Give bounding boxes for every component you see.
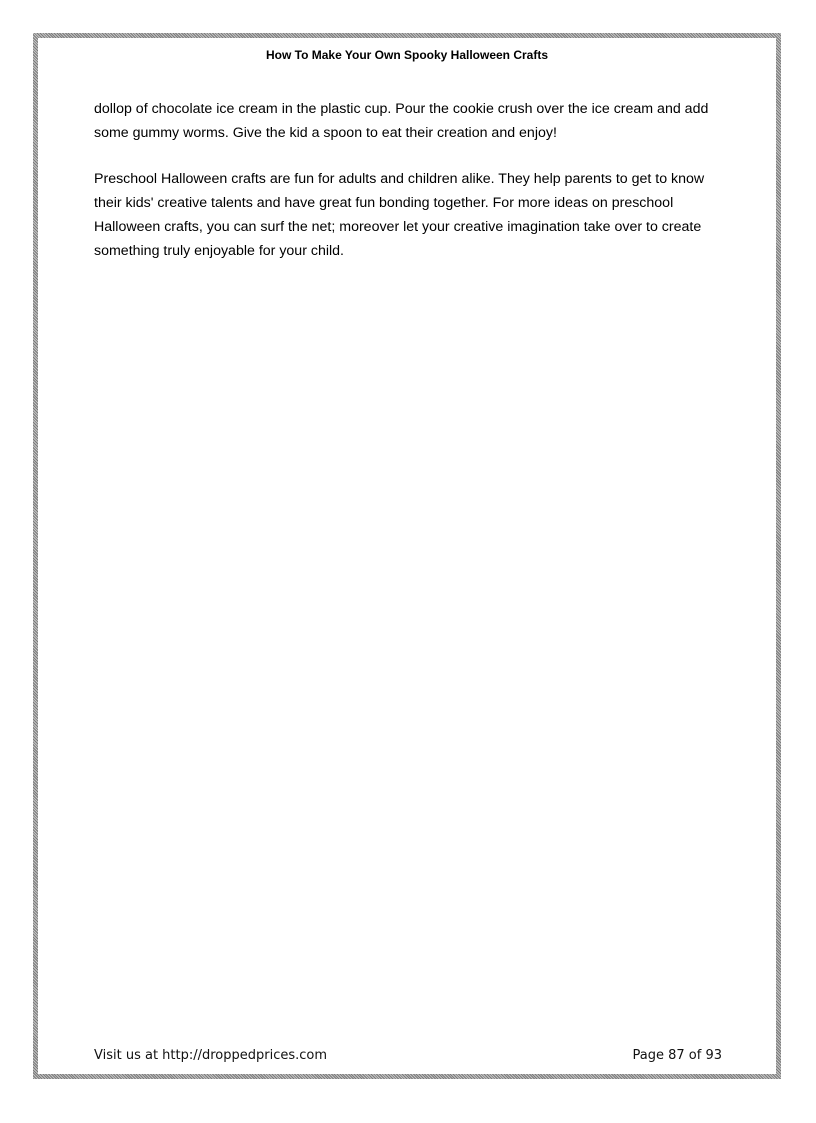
page-border	[33, 33, 781, 1079]
footer-page-number: Page 87 of 93	[632, 1048, 722, 1063]
page-header-title: How To Make Your Own Spooky Halloween Crafts	[265, 48, 549, 62]
page-content	[38, 38, 776, 1074]
paragraph: dollop of chocolate ice cream in the plastic cup. Pour the cookie crush over the ice cream and add some gummy worms. Give the kid a spoon to eat their creation and enjoy!	[94, 101, 709, 141]
paragraph: Preschool Halloween crafts are fun for adults and children alike. They help parents to get to know their kids' creative talents and have great fun bonding together. For more ideas on preschool Halloween crafts, you can surf the net; moreover let your creative imagination take over to create something truly enjoyable for your child.	[94, 171, 705, 259]
footer-website-text: Visit us at http://droppedprices.com	[94, 1048, 328, 1063]
body-text	[94, 97, 724, 285]
